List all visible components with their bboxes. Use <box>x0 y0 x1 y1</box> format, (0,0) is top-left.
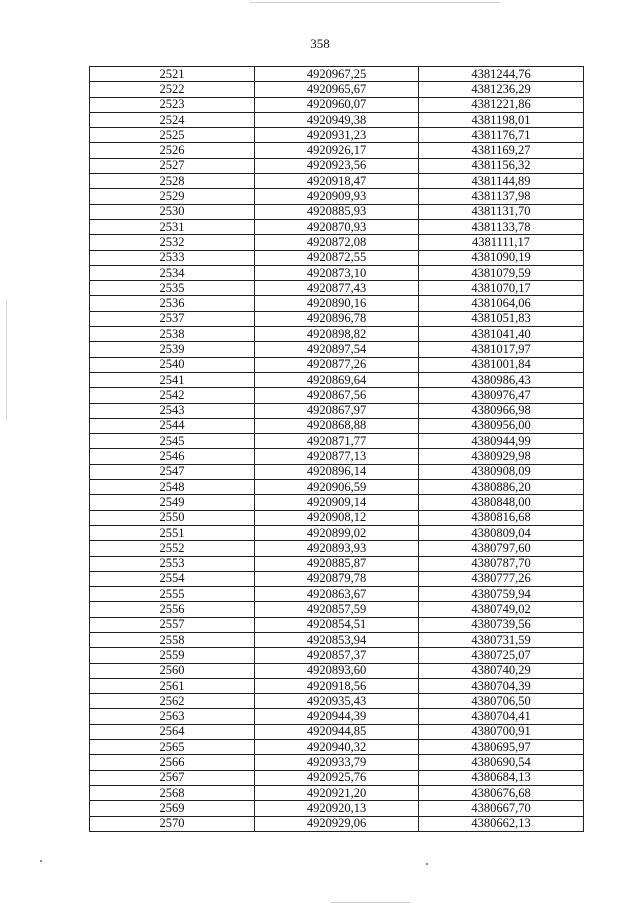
x-coordinate-cell: 4920896,78 <box>255 311 419 326</box>
table-row <box>90 755 584 770</box>
y-coordinate-cell: 4380725,07 <box>419 648 584 663</box>
point-number-cell: 2522 <box>90 82 255 97</box>
point-number-cell: 2539 <box>90 342 255 357</box>
table-row <box>90 632 584 647</box>
x-coordinate-cell: 4920885,87 <box>255 556 419 571</box>
point-number-cell: 2569 <box>90 801 255 816</box>
x-coordinate-cell: 4920908,12 <box>255 510 419 525</box>
y-coordinate-cell: 4381064,06 <box>419 296 584 311</box>
x-coordinate-cell: 4920921,20 <box>255 785 419 800</box>
point-number-cell: 2565 <box>90 740 255 755</box>
x-coordinate-cell: 4920863,67 <box>255 587 419 602</box>
point-number-cell: 2551 <box>90 525 255 540</box>
x-coordinate-cell: 4920893,93 <box>255 541 419 556</box>
table-row <box>90 449 584 464</box>
x-coordinate-cell: 4920933,79 <box>255 755 419 770</box>
point-number-cell: 2533 <box>90 250 255 265</box>
table-row <box>90 97 584 112</box>
y-coordinate-cell: 4381079,59 <box>419 265 584 280</box>
point-number-cell: 2536 <box>90 296 255 311</box>
x-coordinate-cell: 4920872,08 <box>255 235 419 250</box>
table-row <box>90 235 584 250</box>
x-coordinate-cell: 4920949,38 <box>255 112 419 127</box>
y-coordinate-cell: 4381131,70 <box>419 204 584 219</box>
x-coordinate-cell: 4920877,26 <box>255 357 419 372</box>
table-row <box>90 617 584 632</box>
table-row <box>90 204 584 219</box>
point-number-cell: 2558 <box>90 632 255 647</box>
x-coordinate-cell: 4920944,39 <box>255 709 419 724</box>
y-coordinate-cell: 4380690,54 <box>419 755 584 770</box>
y-coordinate-cell: 4380787,70 <box>419 556 584 571</box>
x-coordinate-cell: 4920877,43 <box>255 281 419 296</box>
x-coordinate-cell: 4920923,56 <box>255 158 419 173</box>
x-coordinate-cell: 4920960,07 <box>255 97 419 112</box>
x-coordinate-cell: 4920877,13 <box>255 449 419 464</box>
x-coordinate-cell: 4920944,85 <box>255 724 419 739</box>
point-number-cell: 2535 <box>90 281 255 296</box>
x-coordinate-cell: 4920918,56 <box>255 678 419 693</box>
table-row <box>90 434 584 449</box>
scan-speck <box>40 860 42 862</box>
table-row <box>90 403 584 418</box>
point-number-cell: 2543 <box>90 403 255 418</box>
scan-edge-top <box>250 2 500 3</box>
y-coordinate-cell: 4380886,20 <box>419 480 584 495</box>
x-coordinate-cell: 4920872,55 <box>255 250 419 265</box>
point-number-cell: 2542 <box>90 388 255 403</box>
scan-edge-bottom <box>330 902 410 903</box>
point-number-cell: 2555 <box>90 587 255 602</box>
x-coordinate-cell: 4920853,94 <box>255 632 419 647</box>
point-number-cell: 2557 <box>90 617 255 632</box>
y-coordinate-cell: 4381041,40 <box>419 327 584 342</box>
x-coordinate-cell: 4920935,43 <box>255 694 419 709</box>
table-row <box>90 219 584 234</box>
point-number-cell: 2567 <box>90 770 255 785</box>
x-coordinate-cell: 4920857,59 <box>255 602 419 617</box>
scan-speck <box>426 863 428 865</box>
scan-edge-left <box>6 300 7 420</box>
x-coordinate-cell: 4920906,59 <box>255 480 419 495</box>
x-coordinate-cell: 4920898,82 <box>255 327 419 342</box>
table-row <box>90 480 584 495</box>
x-coordinate-cell: 4920896,14 <box>255 464 419 479</box>
point-number-cell: 2552 <box>90 541 255 556</box>
table-row <box>90 189 584 204</box>
y-coordinate-cell: 4380759,94 <box>419 587 584 602</box>
y-coordinate-cell: 4381198,01 <box>419 112 584 127</box>
point-number-cell: 2525 <box>90 128 255 143</box>
y-coordinate-cell: 4381244,76 <box>419 67 584 82</box>
table-row <box>90 663 584 678</box>
y-coordinate-cell: 4380704,39 <box>419 678 584 693</box>
point-number-cell: 2521 <box>90 67 255 82</box>
y-coordinate-cell: 4380740,29 <box>419 663 584 678</box>
table-row <box>90 281 584 296</box>
point-number-cell: 2548 <box>90 480 255 495</box>
y-coordinate-cell: 4381156,32 <box>419 158 584 173</box>
point-number-cell: 2530 <box>90 204 255 219</box>
table-row <box>90 311 584 326</box>
x-coordinate-cell: 4920925,76 <box>255 770 419 785</box>
x-coordinate-cell: 4920909,14 <box>255 495 419 510</box>
point-number-cell: 2526 <box>90 143 255 158</box>
point-number-cell: 2561 <box>90 678 255 693</box>
y-coordinate-cell: 4380929,98 <box>419 449 584 464</box>
table-row <box>90 464 584 479</box>
x-coordinate-cell: 4920909,93 <box>255 189 419 204</box>
table-row <box>90 648 584 663</box>
y-coordinate-cell: 4380976,47 <box>419 388 584 403</box>
table-row <box>90 770 584 785</box>
table-row <box>90 709 584 724</box>
point-number-cell: 2523 <box>90 97 255 112</box>
y-coordinate-cell: 4380809,04 <box>419 525 584 540</box>
y-coordinate-cell: 4380956,00 <box>419 418 584 433</box>
y-coordinate-cell: 4380706,50 <box>419 694 584 709</box>
y-coordinate-cell: 4380667,70 <box>419 801 584 816</box>
point-number-cell: 2544 <box>90 418 255 433</box>
table-row <box>90 525 584 540</box>
table-row <box>90 250 584 265</box>
x-coordinate-cell: 4920870,93 <box>255 219 419 234</box>
x-coordinate-cell: 4920965,67 <box>255 82 419 97</box>
point-number-cell: 2531 <box>90 219 255 234</box>
table-row <box>90 587 584 602</box>
point-number-cell: 2532 <box>90 235 255 250</box>
y-coordinate-cell: 4380676,68 <box>419 785 584 800</box>
x-coordinate-cell: 4920967,25 <box>255 67 419 82</box>
y-coordinate-cell: 4380704,41 <box>419 709 584 724</box>
x-coordinate-cell: 4920885,93 <box>255 204 419 219</box>
x-coordinate-cell: 4920940,32 <box>255 740 419 755</box>
y-coordinate-cell: 4381001,84 <box>419 357 584 372</box>
table-row <box>90 571 584 586</box>
x-coordinate-cell: 4920854,51 <box>255 617 419 632</box>
table-row <box>90 327 584 342</box>
point-number-cell: 2537 <box>90 311 255 326</box>
y-coordinate-cell: 4380684,13 <box>419 770 584 785</box>
point-number-cell: 2559 <box>90 648 255 663</box>
x-coordinate-cell: 4920857,37 <box>255 648 419 663</box>
y-coordinate-cell: 4381144,89 <box>419 174 584 189</box>
table-row <box>90 112 584 127</box>
y-coordinate-cell: 4381176,71 <box>419 128 584 143</box>
point-number-cell: 2527 <box>90 158 255 173</box>
point-number-cell: 2568 <box>90 785 255 800</box>
table-row <box>90 785 584 800</box>
x-coordinate-cell: 4920868,88 <box>255 418 419 433</box>
point-number-cell: 2529 <box>90 189 255 204</box>
table-row <box>90 82 584 97</box>
y-coordinate-cell: 4380777,26 <box>419 571 584 586</box>
table-row <box>90 556 584 571</box>
x-coordinate-cell: 4920873,10 <box>255 265 419 280</box>
table-row <box>90 265 584 280</box>
table-body <box>90 67 584 832</box>
y-coordinate-cell: 4381051,83 <box>419 311 584 326</box>
point-number-cell: 2534 <box>90 265 255 280</box>
table-row <box>90 143 584 158</box>
table-row <box>90 816 584 831</box>
y-coordinate-cell: 4381111,17 <box>419 235 584 250</box>
point-number-cell: 2560 <box>90 663 255 678</box>
coordinates-table <box>89 66 584 832</box>
table-row <box>90 418 584 433</box>
y-coordinate-cell: 4380749,02 <box>419 602 584 617</box>
y-coordinate-cell: 4380848,00 <box>419 495 584 510</box>
point-number-cell: 2554 <box>90 571 255 586</box>
table-row <box>90 296 584 311</box>
table-row <box>90 724 584 739</box>
table-row <box>90 801 584 816</box>
x-coordinate-cell: 4920867,56 <box>255 388 419 403</box>
page-number: 358 <box>310 36 330 51</box>
y-coordinate-cell: 4380986,43 <box>419 372 584 387</box>
y-coordinate-cell: 4380739,56 <box>419 617 584 632</box>
y-coordinate-cell: 4380695,97 <box>419 740 584 755</box>
y-coordinate-cell: 4380908,09 <box>419 464 584 479</box>
y-coordinate-cell: 4381017,97 <box>419 342 584 357</box>
x-coordinate-cell: 4920929,06 <box>255 816 419 831</box>
point-number-cell: 2566 <box>90 755 255 770</box>
y-coordinate-cell: 4381070,17 <box>419 281 584 296</box>
x-coordinate-cell: 4920899,02 <box>255 525 419 540</box>
point-number-cell: 2562 <box>90 694 255 709</box>
point-number-cell: 2549 <box>90 495 255 510</box>
y-coordinate-cell: 4381221,86 <box>419 97 584 112</box>
table-row <box>90 740 584 755</box>
y-coordinate-cell: 4381169,27 <box>419 143 584 158</box>
point-number-cell: 2547 <box>90 464 255 479</box>
y-coordinate-cell: 4380944,99 <box>419 434 584 449</box>
point-number-cell: 2553 <box>90 556 255 571</box>
table-row <box>90 174 584 189</box>
y-coordinate-cell: 4380662,13 <box>419 816 584 831</box>
point-number-cell: 2550 <box>90 510 255 525</box>
x-coordinate-cell: 4920931,23 <box>255 128 419 143</box>
point-number-cell: 2563 <box>90 709 255 724</box>
x-coordinate-cell: 4920890,16 <box>255 296 419 311</box>
point-number-cell: 2556 <box>90 602 255 617</box>
x-coordinate-cell: 4920897,54 <box>255 342 419 357</box>
point-number-cell: 2540 <box>90 357 255 372</box>
x-coordinate-cell: 4920871,77 <box>255 434 419 449</box>
point-number-cell: 2546 <box>90 449 255 464</box>
y-coordinate-cell: 4381236,29 <box>419 82 584 97</box>
table-row <box>90 67 584 82</box>
table-row <box>90 510 584 525</box>
point-number-cell: 2541 <box>90 372 255 387</box>
x-coordinate-cell: 4920920,13 <box>255 801 419 816</box>
y-coordinate-cell: 4381137,98 <box>419 189 584 204</box>
y-coordinate-cell: 4380731,59 <box>419 632 584 647</box>
x-coordinate-cell: 4920918,47 <box>255 174 419 189</box>
table-row <box>90 342 584 357</box>
table-row <box>90 694 584 709</box>
point-number-cell: 2570 <box>90 816 255 831</box>
x-coordinate-cell: 4920867,97 <box>255 403 419 418</box>
table-row <box>90 158 584 173</box>
x-coordinate-cell: 4920869,64 <box>255 372 419 387</box>
table-row <box>90 372 584 387</box>
table-row <box>90 678 584 693</box>
y-coordinate-cell: 4380816,68 <box>419 510 584 525</box>
y-coordinate-cell: 4380966,98 <box>419 403 584 418</box>
y-coordinate-cell: 4381090,19 <box>419 250 584 265</box>
point-number-cell: 2524 <box>90 112 255 127</box>
table-row <box>90 357 584 372</box>
x-coordinate-cell: 4920926,17 <box>255 143 419 158</box>
point-number-cell: 2545 <box>90 434 255 449</box>
point-number-cell: 2528 <box>90 174 255 189</box>
x-coordinate-cell: 4920879,78 <box>255 571 419 586</box>
table-row <box>90 602 584 617</box>
point-number-cell: 2564 <box>90 724 255 739</box>
table-row <box>90 541 584 556</box>
point-number-cell: 2538 <box>90 327 255 342</box>
table-row <box>90 388 584 403</box>
y-coordinate-cell: 4380700,91 <box>419 724 584 739</box>
y-coordinate-cell: 4381133,78 <box>419 219 584 234</box>
table-row <box>90 495 584 510</box>
x-coordinate-cell: 4920893,60 <box>255 663 419 678</box>
table-row <box>90 128 584 143</box>
y-coordinate-cell: 4380797,60 <box>419 541 584 556</box>
